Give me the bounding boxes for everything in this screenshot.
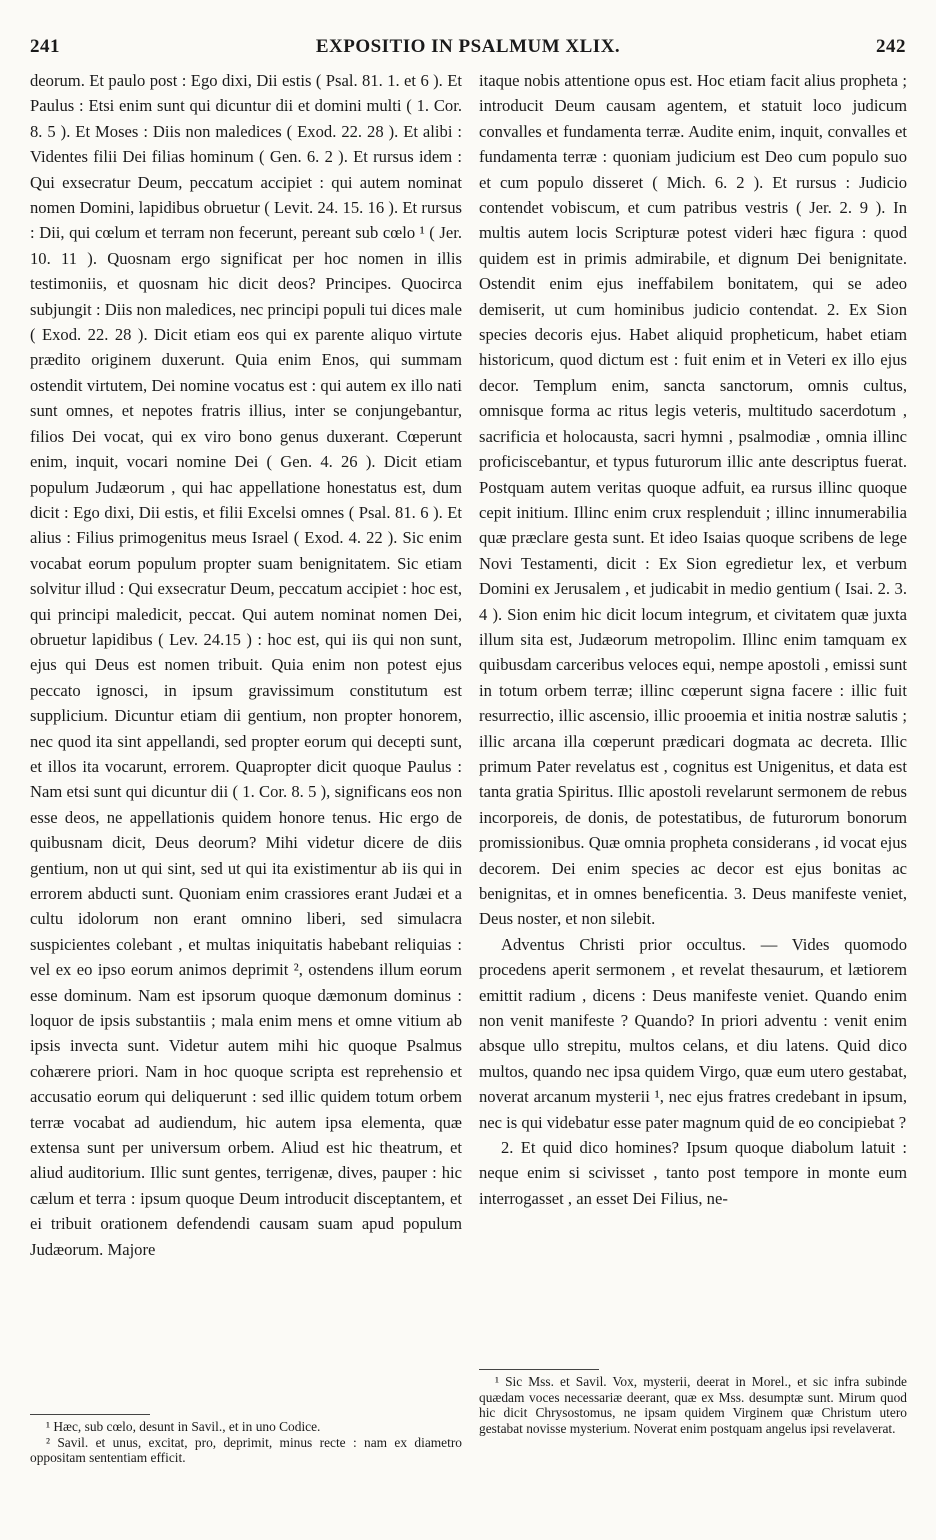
footnotes-left	[30, 1400, 462, 1466]
running-title: EXPOSITIO IN PSALMUM XLIX.	[315, 36, 621, 57]
left-paragraph-1: deorum. Et paulo post : Ego dixi, Dii estis ( Psal. 81. 1. et 6 ). Et Paulus : Etsi enim sunt qui dicuntur dii et domini multi ( 1. Cor. 8. 5 ). Et Moses : Diis non maledices ( Exod. 22. 28 ). Et alibi : Videntes filii Dei filias hominum ( Gen. 6. 2 ). Et rursus idem : Qui exsecratur Deum, peccatum accipiet : qui autem nominat nomen Domini, lapidibus obruetur ( Levit. 24. 15. 16 ). Et rursus : Dii, qui cœlum et terram non fecerunt, pereant sub cœlo ¹ ( Jer. 10. 11 ). Quosnam ergo significat per hoc nomen in illis testimoniis, et quosnam hic dicit deos? Principes. Quocirca subjungit : Diis non maledices, nec principi populi tui dices male ( Exod. 22. 28 ). Dicit etiam eos qui ex parente aliquo virtute prædito originem duxerunt. Quia enim Enos, qui summam ostendit virtutem, Dei nomine vocatus est : qui autem ex illo nati sunt omnes, et nepotes fratris illius, inter se conjungebantur, filios Dei vocat, qui ex viro bono genus duxerant. Cœperunt enim, inquit, vocari nomine Dei ( Gen. 4. 26 ). Dicit etiam populum Judæorum , qui hac appellatione honestatus est, dum dicit : Ego dixi, Dii estis, et filii Excelsi omnes ( Psal. 81. 6 ). Et alius : Filius primogenitus meus Israel ( Exod. 4. 22 ). Sic enim vocabat eorum populum propter suam benignitatem. Sic etiam solvitur illud : Qui exsecratur Deum, peccatum accipiet : hoc est, qui principi maledicit, peccat. Qui autem nominat nomen Dei, obruetur lapidibus ( Lev. 24.15 ) : hoc est, qui iis qui non sunt, ejus qui Deus est nomen tribuit. Quia enim non potest ejus peccato ignosci, in ipsum gravissimum constitutum est supplicium. Dicuntur etiam dii gentium, non propter honorem, nec quod ita sint appellandi, sed propter eorum qui decepti sunt, et illos ita vocarunt, errorem. Quapropter dicit quoque Paulus : Nam etsi sunt qui dicuntur dii ( 1. Cor. 8. 5 ), significans eos non esse deos, ne appellationis quidem honore tenus. Hic ergo de quibusnam dicit, Deus deorum? Mihi videtur dicere de diis gentium, non ut qui sint, sed ut qui ita existimentur ab iis qui in errorem abducti sunt. Quoniam enim crassiores erant Judæi et a cultu idolorum non erant omnino liberi, sed simulacra suspicientes colebant , et multas iniquitatis habebant reliquias : vel ex eo ipso eorum animos deprimit ², ostendens illum eorum esse dominum. Nam est ipsorum quoque dæmonum dominus : loquor de ipsis substantiis ; mala enim mens et omne vitium ab ipsis invecta sunt. Videtur autem mihi hic quoque Psalmus cohærere priori. Nam in hoc quoque scripta est reprehensio et accusatio eorum qui deliquerunt : sed illic quidem totum orbem terræ vocabat ad audiendum, hic autem ipsa elementa, quæ extensa sunt per universum orbem. Aliud est hic theatrum, et aliud auditorium. Illic sunt gentes, terrigenæ, dives, pauper : hic cælum et terra : ipsum quoque Deum introducit disceptantem, et ei tribuit orationem defendendi causam suam apud populum Judæorum. Majore	[30, 71, 462, 1259]
page-number-right: 242	[876, 36, 906, 57]
right-paragraph-2: Adventus Christi prior occultus. — Vides quomodo procedens aperit sermonem , et revelat thesaurum, et lætiorem emittit radium , dicens : Deus manifeste veniet. Quando enim non venit manifeste ? Quando? In priori adventu : venit enim absque ullo strepitu, multos celans, et diu latens. Quid dico multos, quando nec ipsa quidem Virgo, quæ eum utero gestabat, noverat arcanum mysterii ¹, nec ejus fratres credebant in ipsum, nec is qui videbatur esse pater magnum quid de eo concipiebat ?	[479, 934, 907, 1132]
footnote-right-1: ¹ Sic Mss. et Savil. Vox, mysterii, deerat in Morel., et sic infra subinde quædam voces necessariæ deerant, quæ ex Mss. desumptæ sunt. Mirum quod hic dicit Chrysostomus, ne ipsam quidem Virginem quæ Christum utero gestabat novisse mysterium. Noverat enim postquam angelus ipsi revelaverat.	[479, 1374, 907, 1436]
running-header	[30, 36, 906, 62]
footnotes-right	[479, 1355, 907, 1436]
footnote-left-1: ¹ Hæc, sub cœlo, desunt in Savil., et in uno Codice.	[46, 1419, 321, 1434]
left-column	[30, 68, 462, 1262]
right-paragraph-3: 2. Et quid dico homines? Ipsum quoque diabolum latuit : neque enim si scivisset , tanto post tempore in monte eum interrogasset , an esset Dei Filius, ne-	[479, 1138, 907, 1208]
right-column	[479, 68, 907, 1211]
page-number-left: 241	[30, 36, 60, 57]
footnote-left-2: ² Savil. et unus, excitat, pro, deprimit, minus recte : nam ex diametro oppositam sententiam efficit.	[30, 1434, 462, 1466]
footnote-rule	[30, 1414, 150, 1415]
right-paragraph-1: itaque nobis attentione opus est. Hoc etiam facit alius propheta ; introducit Deum causam agentem, et statuit loco judicum convalles et fundamenta terræ. Audite enim, inquit, convalles et fundamenta terræ : quoniam judicium est Deo cum populo suo et cum populo disseret ( Mich. 6. 2 ). Et rursus : Judicio contendet vobiscum, et cum patribus vestris ( Jer. 2. 9 ). In multis autem locis Scripturæ potest videri hæc figura : quod quidem est in primis admirabile, et dignum Dei benignitate. Ostendit enim ejus ineffabilem bonitatem, qui se adeo demiserit, ut cum hominibus judicio contendat. 2. Ex Sion species decoris ejus. Habet aliquid propheticum, habet etiam historicum, quod dictum est : fuit enim et in Veteri ex illo ejus decor. Templum enim, sancta sanctorum, omnis cultus, omnisque forma ac ritus legis veteris, multitudo sacerdotum , sacrificia et holocausta, sacri hymni , psalmodiæ , omnia illinc proficiscebantur, et typus futurorum illic ante descriptus fuerat. Postquam autem veritas quoque adfuit, ea rursus illinc quoque cepit initium. Illinc enim crux resplenduit ; illinc innumerabilia quæ præclare gesta sunt. Et ideo Isaias quoque scribens de lege Novi Testamenti, dicit : Ex Sion egredietur lex, et verbum Domini ex Jerusalem , et judicabit in medio gentium ( Isai. 2. 3. 4 ). Sion enim hic dicit locum integrum, et civitatem quæ juxta illum sita est, Judæorum metropolim. Illinc enim tamquam ex quibusdam carceribus veloces equi, nempe apostoli , emissi sunt in totum orbem terræ; illinc cœperunt signa facere : illic fuit resurrectio, illic ascensio, illic prooemia et initia nostræ salutis ; illic arcana illa cœperunt prædicari dogmata ac decreta. Illic primum Pater revelatus est , cognitus est Unigenitus, et data est tanta gratia Spiritus. Illic apostoli revelarunt sermonem de rebus incorporeis, de donis, de potestatibus, de futurorum bonorum promissionibus. Quæ omnia propheta considerans , id vocat ejus decorem. Dei enim species ac decor est ejus bonitas ac benignitas, et in omnes beneficentia. 3. Deus manifeste veniet, Deus noster, et non silebit.	[479, 71, 907, 929]
footnote-rule	[479, 1369, 599, 1370]
